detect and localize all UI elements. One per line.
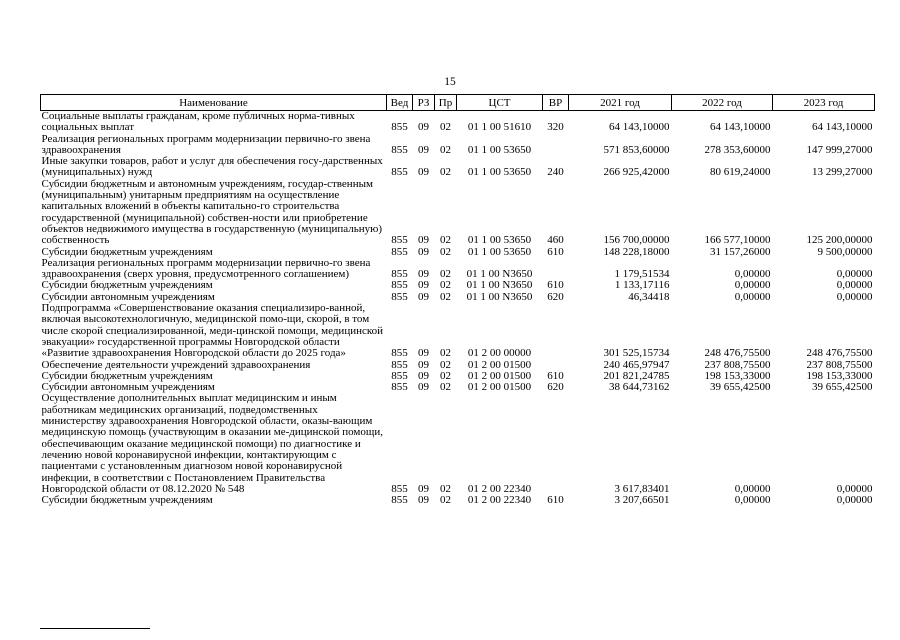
row-2021: 240 465,97947	[603, 358, 670, 371]
budget-table	[40, 94, 875, 506]
row-ved: 855	[391, 494, 408, 507]
header-rz: РЗ	[413, 95, 435, 111]
row-pr: 02	[440, 234, 451, 247]
row-vr	[543, 134, 569, 157]
row-vr: 320	[547, 121, 564, 134]
row-2023: 0,00000	[836, 279, 873, 292]
row-rz: 09	[418, 369, 429, 382]
row-vr: 460	[547, 234, 564, 247]
row-2022: 0,00000	[734, 494, 771, 507]
row-2021: 571 853,60000	[603, 143, 670, 156]
row-2022: 248 476,75500	[704, 347, 771, 360]
footnote-separator	[40, 628, 150, 629]
row-cst: 01 1 00 51610	[467, 121, 532, 134]
row-2023: 0,00000	[836, 290, 873, 303]
row-vr: 610	[547, 279, 564, 292]
row-rz: 09	[418, 166, 429, 179]
row-rz: 09	[418, 482, 429, 495]
row-cst: 01 1 00 N3650	[466, 268, 533, 281]
row-rz: 09	[418, 143, 429, 156]
row-pr: 02	[440, 482, 451, 495]
table-row	[41, 156, 875, 179]
header-pr: Пр	[435, 95, 457, 111]
row-vr: 620	[547, 381, 564, 394]
header-name: Наименование	[41, 95, 387, 111]
row-ved: 855	[391, 358, 408, 371]
row-2021: 1 179,51534	[614, 268, 670, 281]
row-2021: 1 133,17116	[614, 279, 670, 292]
row-2021: 3 207,66501	[614, 494, 670, 507]
row-ved: 855	[391, 143, 408, 156]
row-name: Социальные выплаты гражданам, кроме публичных норма-тивных социальных выплат	[41, 110, 355, 134]
row-ved: 855	[391, 166, 408, 179]
row-name: Субсидии бюджетным учреждениям	[41, 369, 213, 382]
row-rz: 09	[418, 381, 429, 394]
header-2023: 2023 год	[773, 95, 875, 111]
row-cst: 01 1 00 53650	[467, 245, 532, 258]
row-rz: 09	[418, 279, 429, 292]
row-vr	[543, 303, 569, 359]
row-vr: 240	[547, 166, 564, 179]
row-name: Субсидии автономным учреждениям	[41, 381, 215, 394]
row-name: Субсидии бюджетным учреждениям	[41, 245, 213, 258]
row-2021: 3 617,83401	[614, 482, 670, 495]
row-2023: 9 500,00000	[817, 245, 873, 258]
row-vr	[543, 393, 569, 495]
row-2022: 0,00000	[734, 482, 771, 495]
row-rz: 09	[418, 121, 429, 134]
row-ved: 855	[391, 482, 408, 495]
row-cst: 01 1 00 53650	[467, 143, 532, 156]
row-2022: 80 619,24000	[710, 166, 771, 179]
row-2023: 0,00000	[836, 482, 873, 495]
header-2021: 2021 год	[569, 95, 672, 111]
row-cst: 01 1 00 N3650	[466, 290, 533, 303]
row-ved: 855	[391, 347, 408, 360]
page-number: 15	[444, 76, 456, 88]
row-cst: 01 2 00 01500	[467, 358, 532, 371]
row-cst: 01 1 00 53650	[467, 234, 532, 247]
row-name: Субсидии бюджетным и автономным учреждениям, государ-ственным (муниципальным) унитарным предприятиям на осуществление капитальных вложений в объекты капитально-го строительства государственной (муниципальной) собствен-ности или приобретение объектов недвижимого имущества в государственную (муниципальную) собственность	[41, 177, 383, 247]
table-header-row	[41, 95, 875, 111]
row-2022: 0,00000	[734, 268, 771, 281]
row-name: Иные закупки товаров, работ и услуг для обеспечения госу-дарственных (муниципальных) нужд	[41, 155, 383, 179]
row-name: Подпрограмма «Совершенствование оказания специализиро-ванной, включая высокотехнологичную, медицинской помо-щи, скорой, в том числе скорой специализированной, меди-цинской помощи, медицинской эвакуации» государственной программы Новгородской области «Развитие здравоохранения Новгородской области до 2025 года»	[41, 302, 384, 360]
row-cst: 01 1 00 N3650	[466, 279, 533, 292]
row-cst: 01 1 00 53650	[467, 166, 532, 179]
row-2022: 0,00000	[734, 290, 771, 303]
row-2021: 266 925,42000	[603, 166, 670, 179]
row-2021: 201 821,24785	[603, 369, 670, 382]
row-pr: 02	[440, 279, 451, 292]
header-ved: Вед	[387, 95, 413, 111]
row-ved: 855	[391, 245, 408, 258]
row-name: Субсидии бюджетным учреждениям	[41, 494, 213, 507]
row-vr: 620	[547, 290, 564, 303]
row-pr: 02	[440, 369, 451, 382]
table-row	[41, 134, 875, 157]
row-name: Субсидии бюджетным учреждениям	[41, 279, 213, 292]
row-2023: 39 655,42500	[812, 381, 873, 394]
table-row	[41, 393, 875, 495]
row-2023: 13 299,27000	[812, 166, 873, 179]
row-2021: 156 700,00000	[603, 234, 670, 247]
table-row	[41, 111, 875, 134]
row-name: Реализация региональных программ модернизации первично-го звена здравоохранения (сверх уровня, предусмотренного соглашением)	[41, 256, 371, 281]
row-2021: 301 525,15734	[603, 347, 670, 360]
row-2021: 46,34418	[628, 290, 670, 303]
row-vr: 610	[547, 245, 564, 258]
row-rz: 09	[418, 358, 429, 371]
row-pr: 02	[440, 268, 451, 281]
row-name: Субсидии автономным учреждениям	[41, 290, 215, 303]
row-pr: 02	[440, 347, 451, 360]
row-2023: 237 808,75500	[806, 358, 873, 371]
row-2021: 64 143,10000	[609, 121, 670, 134]
table-row	[41, 179, 875, 247]
row-2021: 148 228,18000	[603, 245, 670, 258]
row-rz: 09	[418, 234, 429, 247]
row-name: Осуществление дополнительных выплат медицинским и иным работникам медицинских организаций, подведомственных министерству здравоохранения Новгородской области, оказы-вающим медицинскую помощь (участвующим в оказании ме-дицинской помощи, обеспечивающим оказание медицинской помощи) по диагностике и лечению новой коронавирусной инфекции, контактирующим с пациентами с установленным диагнозом новой коронавирусной инфекции, в соответствии с Постановлением Правительства Новгородской области от 08.12.2020 № 548	[41, 392, 383, 495]
row-2021: 38 644,73162	[609, 381, 670, 394]
row-pr: 02	[440, 358, 451, 371]
row-name: Обеспечение деятельности учреждений здравоохранения	[41, 358, 311, 371]
row-ved: 855	[391, 234, 408, 247]
row-ved: 855	[391, 369, 408, 382]
row-2022: 39 655,42500	[710, 381, 771, 394]
row-2023: 248 476,75500	[806, 347, 873, 360]
row-2022: 237 808,75500	[704, 358, 771, 371]
row-pr: 02	[440, 494, 451, 507]
row-2022: 64 143,10000	[710, 121, 771, 134]
row-2022: 0,00000	[734, 279, 771, 292]
row-vr: 610	[547, 494, 564, 507]
row-2023: 64 143,10000	[812, 121, 873, 134]
row-rz: 09	[418, 245, 429, 258]
row-pr: 02	[440, 143, 451, 156]
row-2023: 147 999,27000	[806, 143, 873, 156]
row-cst: 01 2 00 01500	[467, 369, 532, 382]
row-ved: 855	[391, 268, 408, 281]
row-ved: 855	[391, 381, 408, 394]
row-2023: 125 200,00000	[806, 234, 873, 247]
row-pr: 02	[440, 121, 451, 134]
row-2022: 31 157,26000	[710, 245, 771, 258]
row-pr: 02	[440, 166, 451, 179]
row-pr: 02	[440, 290, 451, 303]
row-ved: 855	[391, 279, 408, 292]
row-cst: 01 2 00 22340	[467, 482, 532, 495]
row-vr	[543, 258, 569, 281]
row-rz: 09	[418, 268, 429, 281]
row-2023: 0,00000	[836, 494, 873, 507]
header-vr: ВР	[543, 95, 569, 111]
row-ved: 855	[391, 121, 408, 134]
row-pr: 02	[440, 245, 451, 258]
header-2022: 2022 год	[672, 95, 773, 111]
row-vr: 610	[547, 369, 564, 382]
row-cst: 01 2 00 22340	[467, 494, 532, 507]
row-2022: 278 353,60000	[704, 143, 771, 156]
table-row	[41, 303, 875, 359]
row-name: Реализация региональных программ модернизации первично-го звена здравоохранения	[41, 132, 371, 156]
header-cst: ЦСТ	[457, 95, 543, 111]
row-2022: 166 577,10000	[704, 234, 771, 247]
table-row	[41, 495, 875, 506]
row-rz: 09	[418, 494, 429, 507]
row-rz: 09	[418, 347, 429, 360]
row-ved: 855	[391, 290, 408, 303]
row-2023: 198 153,33000	[806, 369, 873, 382]
row-pr: 02	[440, 381, 451, 394]
table-row	[41, 258, 875, 281]
row-rz: 09	[418, 290, 429, 303]
row-2022: 198 153,33000	[704, 369, 771, 382]
row-cst: 01 2 00 00000	[467, 347, 532, 360]
row-2023: 0,00000	[836, 268, 873, 281]
row-cst: 01 2 00 01500	[467, 381, 532, 394]
